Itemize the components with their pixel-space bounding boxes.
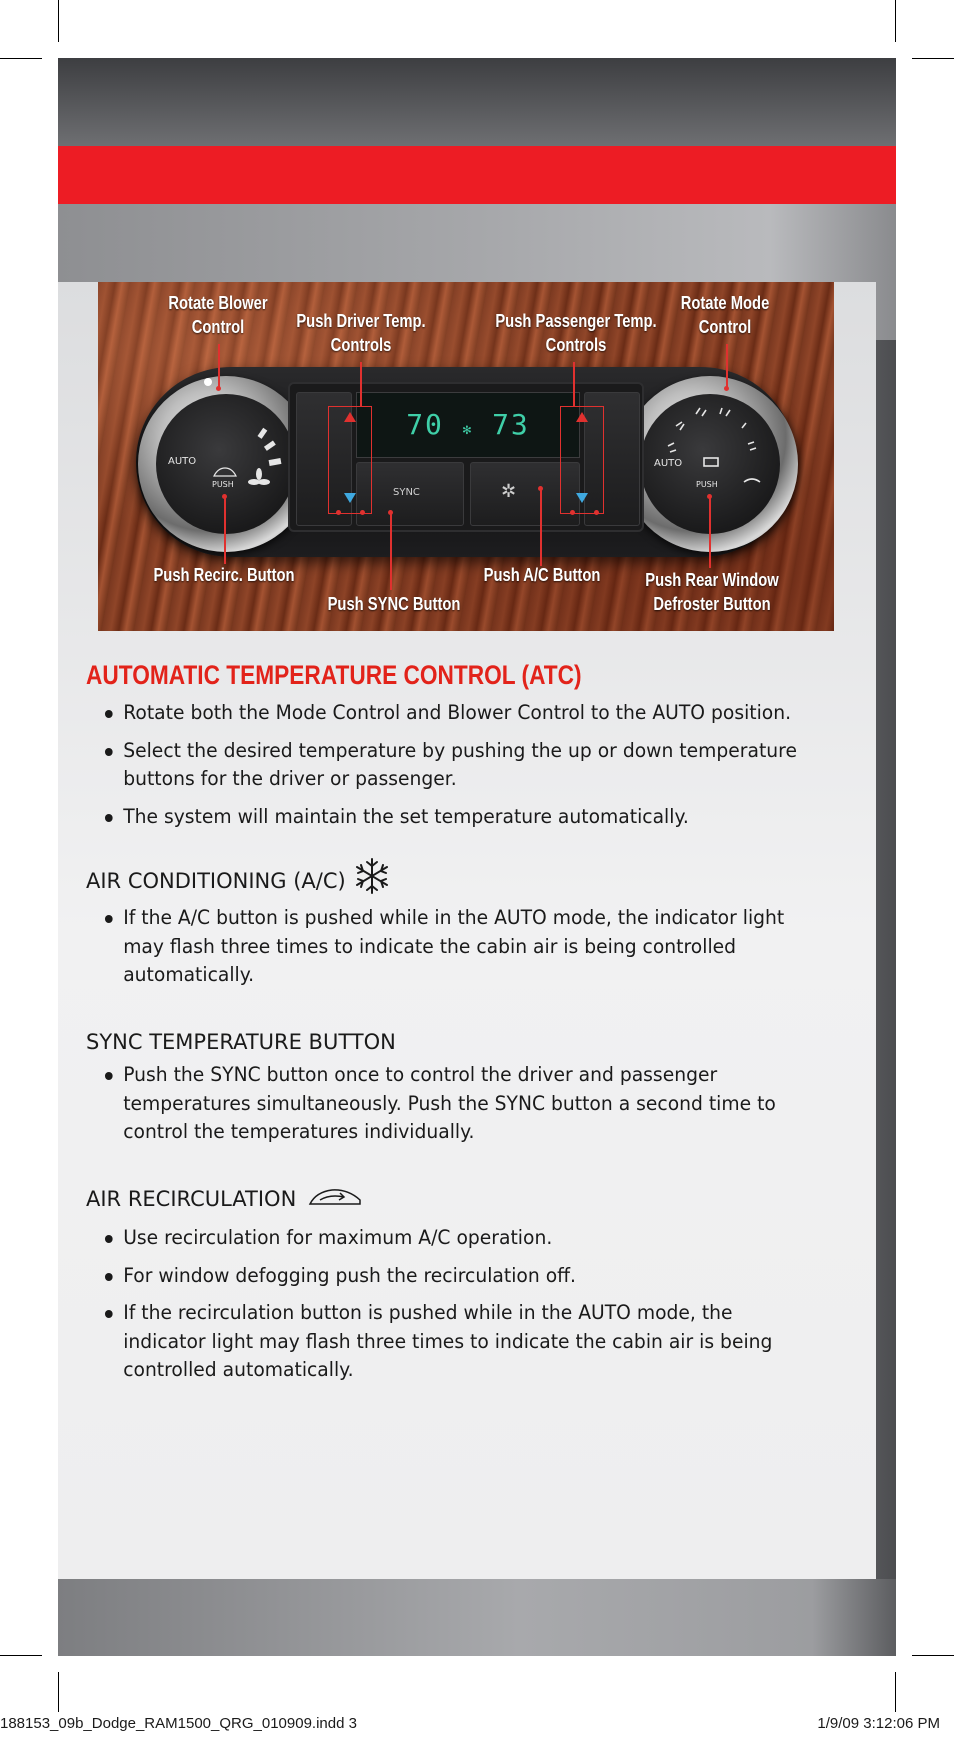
passenger-temp-callout-line [573,362,575,406]
list-item: Use recirculation for maximum A/C operation. [104,1224,814,1253]
left-knob-auto-label: AUTO [168,456,197,467]
crop-mark [58,0,59,42]
ac-small-icon: ✲ [501,481,517,502]
list-item: If the recirculation button is pushed while in the AUTO mode, the indicator light may flash three times to indicate the cabin air is being controlled automatically. [104,1299,814,1385]
sync-heading-text: SYNC TEMPERATURE BUTTON [86,1030,396,1054]
crop-mark [0,1655,42,1656]
list-item: If the A/C button is pushed while in the AUTO mode, the indicator light may flash three times to indicate the cabin air is being controlled automatically. [104,904,814,990]
ac-callout-line [540,488,542,566]
push-sync-label: Push SYNC Button [327,594,461,614]
list-item: Rotate both the Mode Control and Blower Control to the AUTO position. [104,699,814,728]
passenger-temp-readout: 73 [492,408,530,441]
sync-heading [86,1030,396,1054]
blower-callout-dot [216,386,221,391]
crop-mark [895,0,896,42]
crop-mark [912,58,954,59]
sync-callout-dot [388,510,393,515]
mode-callout-line [726,344,728,388]
recirc-heading-text: AIR RECIRCULATION [86,1187,297,1211]
defroster-callout-dot [707,494,712,499]
list-item: Select the desired temperature by pushing the up or down temperature buttons for the driver or passenger. [104,737,814,794]
list-item: For window defogging push the recirculation off. [104,1262,814,1291]
ac-callout-dot [538,486,543,491]
file-name-slug: 188153_09b_Dodge_RAM1500_QRG_010909.indd 3 [0,1715,357,1732]
rotate-blower-label: Rotate Blower Control [168,293,268,337]
push-driver-temp-label: Push Driver Temp. Controls [296,311,426,355]
left-knob-push-label: PUSH [212,480,234,489]
crop-mark [0,58,42,59]
passenger-temp-dot [594,510,599,515]
footer-gray-band [58,1579,896,1656]
defroster-callout-line [709,496,711,568]
push-rear-defroster-label: Push Rear Window Defroster Button [645,570,779,614]
driver-temp-readout: 70 [406,408,444,441]
crop-mark [895,1672,896,1712]
push-passenger-temp-label: Push Passenger Temp. Controls [495,311,657,355]
rotate-mode-label: Rotate Mode Control [680,293,770,337]
right-knob-push-label: PUSH [696,480,718,489]
crop-mark [58,1672,59,1712]
passenger-temp-highlight [560,406,604,514]
blower-callout-line [218,344,220,388]
atc-heading: AUTOMATIC TEMPERATURE CONTROL (ATC) [86,660,582,690]
atc-bullet-list [104,699,844,831]
recirc-callout-dot [222,494,227,499]
driver-temp-highlight [328,406,372,514]
mode-callout-dot [724,386,729,391]
header-red-band [58,146,896,204]
sync-indicator-icon: ✻ [462,422,474,438]
right-knob-auto-label: AUTO [654,458,683,469]
sync-callout-line [390,512,392,590]
recirc-heading [86,1187,366,1211]
ac-heading [86,866,392,896]
recirc-bullet-list [104,1224,844,1385]
list-item: Push the SYNC button once to control the driver and passenger temperatures simultaneously. Push the SYNC button a second time to control the temperatures individually. [104,1061,814,1147]
recirc-callout-line [224,496,226,564]
ac-heading-text: AIR CONDITIONING (A/C) [86,869,346,893]
snowflake-icon [352,856,392,896]
push-recirc-label: Push Recirc. Button [153,565,295,585]
driver-temp-dot [336,510,341,515]
sync-bullet-list [104,1061,844,1147]
header-dark-band [58,58,896,146]
driver-temp-dot [360,510,365,515]
crop-mark [912,1655,954,1656]
passenger-temp-dot [570,510,575,515]
list-item: The system will maintain the set temperature automatically. [104,803,814,832]
recirculation-car-icon [306,1184,366,1210]
ac-bullet-list [104,904,844,990]
sync-button-label: SYNC [393,487,420,498]
driver-temp-callout-line [360,362,362,406]
print-timestamp: 1/9/09 3:12:06 PM [817,1715,940,1732]
push-ac-label: Push A/C Button [483,565,601,585]
